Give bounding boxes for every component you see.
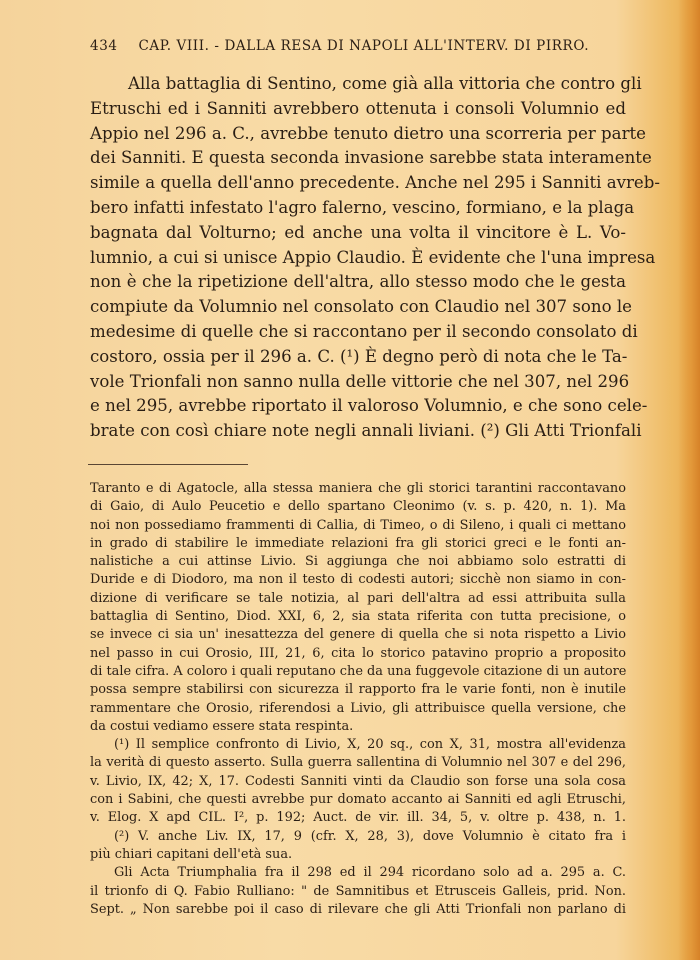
footnote-1-line: la verità di questo asserto. Sulla guerra sallentina di Volumnio nel 307 e del 296, [90, 755, 626, 771]
main-text-line: costoro, ossia per il 296 a. C. (¹) È degno però di nota che le Ta- [90, 346, 628, 366]
footnote-line: in grado di stabilire le immediate relazioni fra gli storici greci e le fonti an- [90, 535, 626, 551]
footnote-line: Duride e di Diodoro, ma non il testo di codesti autori; sicchè non siamo in con- [90, 572, 626, 588]
main-text-line: vole Trionfali non sanno nulla delle vittorie che nel 307, nel 296 [90, 371, 630, 391]
main-text-line: simile a quella dell'anno precedente. Anche nel 295 i Sanniti avreb- [90, 173, 660, 193]
main-text-line: dei Sanniti. E questa seconda invasione sarebbe stata interamente [90, 148, 652, 168]
footnote-line: da costui vediamo essere stata respinta. [90, 718, 354, 734]
main-text-line: Appio nel 296 a. C., avrebbe tenuto dietro una scorreria per parte [90, 123, 646, 143]
main-text-line: Etruschi ed i Sanniti avrebbero ottenuta i consoli Volumnio ed [90, 98, 626, 118]
footnote-line: Taranto e di Agatocle, alla stessa maniera che gli storici tarantini raccontavano [90, 481, 626, 496]
main-text [90, 72, 660, 444]
page-number: 434 [90, 38, 118, 54]
footnote-line: dizione di verificare se tale notizia, al pari dell'altra ad essi attribuita sulla [90, 590, 626, 606]
footnote-1-line: v. Elog. X apd CIL. I², p. 192; Auct. de vir. ill. 34, 5, v. oltre p. 438, n. 1. [90, 810, 626, 826]
footnote-2-line: più chiari capitani dell'età sua. [90, 846, 293, 862]
footnote-3-line: Sept. „ Non sarebbe poi il caso di rilevare che gli Atti Trionfali non parlano di [90, 901, 626, 917]
footnotes [90, 480, 626, 919]
footnote-line: noi non possediamo frammenti di Callia, di Timeo, o di Sileno, i quali ci mettano [90, 517, 626, 533]
main-text-line: bagnata dal Volturno; ed anche una volta il vincitore è L. Vo- [90, 222, 626, 242]
footnote-line: battaglia di Sentino, Diod. XXI, 6, 2, sia stata riferita con tutta precisione, o [90, 609, 626, 625]
footnote-1-line: v. Livio, IX, 42; X, 17. Codesti Sanniti vinti da Claudio son forse una sola cosa [90, 773, 626, 789]
footnote-line: rammentare che Orosio, riferendosi a Livio, gli attribuisce quella versione, che [90, 700, 626, 716]
footnote-line: di tale cifra. A coloro i quali reputano che da una fuggevole citazione di un autore [90, 663, 627, 679]
page-edge-shadow [678, 0, 700, 960]
footnote-line: nalistiche a cui attinse Livio. Si aggiunga che noi abbiamo solo estratti di [90, 554, 626, 570]
footnote-line: se invece ci sia un' inesattezza del genere di quella che si nota rispetto a Livio [90, 627, 626, 643]
main-text-line: medesime di quelle che si raccontano per il secondo consolato di [90, 321, 638, 341]
main-text-line: bero infatti infestato l'agro falerno, vescino, formiano, e la plaga [90, 197, 635, 217]
main-text-line: lumnio, a cui si unisce Appio Claudio. È evidente che l'una impresa [90, 247, 656, 267]
main-text-line: compiute da Volumnio nel consolato con Claudio nel 307 sono le [90, 297, 632, 317]
chapter-title: CAP. VIII. - DALLA RESA DI NAPOLI ALL'INTERV. DI PIRRO. [138, 38, 590, 54]
footnote-line: di Gaio, di Aulo Peucetio e dello spartano Cleonimo (v. s. p. 420, n. 1). Ma [90, 499, 626, 515]
footnote-divider [88, 464, 248, 465]
running-header [90, 38, 630, 54]
footnote-2-line: (²) V. anche Liv. IX, 17, 9 (cfr. X, 28, 3), dove Volumnio è citato fra i [114, 828, 626, 844]
footnote-3-line: Gli Acta Triumphalia fra il 298 ed il 294 ricordano solo ad a. 295 a. C. [114, 865, 626, 881]
footnote-1-line: con i Sabini, che questi avrebbe pur domato accanto ai Sanniti ed agli Etruschi, [90, 792, 626, 808]
main-text-line: brate con così chiare note negli annali liviani. (²) Gli Atti Trionfali [90, 421, 642, 441]
footnote-3-line: il trionfo di Q. Fabio Rulliano: " de Samnitibus et Etrusceis Galleis, prid. Non. [90, 883, 626, 899]
footnote-line: possa sempre stabilirsi con sicurezza il rapporto fra le varie fonti, non è inutile [90, 682, 626, 698]
main-text-line: Alla battaglia di Sentino, come già alla vittoria che contro gli [128, 74, 642, 93]
footnote-line: nel passo in cui Orosio, III, 21, 6, cita lo storico patavino proprio a proposito [90, 645, 626, 661]
main-text-line: non è che la ripetizione dell'altra, allo stesso modo che le gesta [90, 272, 626, 292]
footnote-1-line: (¹) Il semplice confronto di Livio, X, 20 sq., con X, 31, mostra all'evidenza [114, 737, 626, 753]
main-text-line: e nel 295, avrebbe riportato il valoroso Volumnio, e che sono cele- [90, 396, 648, 416]
